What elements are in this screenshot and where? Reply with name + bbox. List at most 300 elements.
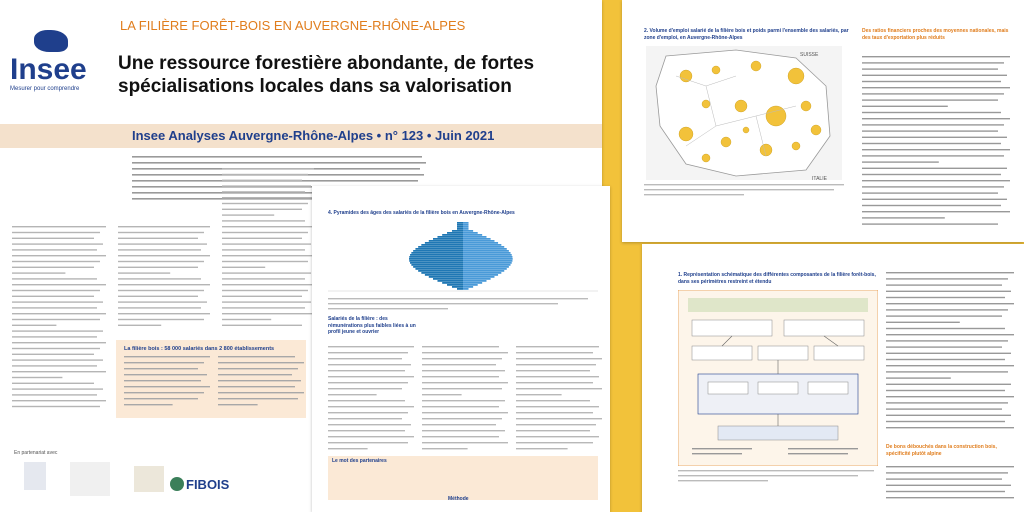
pyramid-bar <box>463 224 469 226</box>
text-line <box>886 390 1005 391</box>
text-line <box>886 346 1002 347</box>
map-label-italie: ITALIE <box>812 176 827 182</box>
text-line <box>862 143 1001 144</box>
text-line <box>222 174 308 175</box>
figure-1-title: 1. Représentation schématique des différentes composantes de la filière forêt-bois, dans ses périmètres restreint et étendu <box>678 272 876 285</box>
text-line <box>12 394 97 395</box>
text-line <box>218 362 304 363</box>
page-employment-map <box>622 0 1024 242</box>
text-line <box>124 380 201 381</box>
text-line <box>118 238 198 239</box>
pyramid-bar <box>425 274 463 276</box>
text-line <box>328 442 408 443</box>
pyramid-bar <box>409 256 463 258</box>
figure-2-title: 2. Volume d'emploi salarié de la filière bois et poids parmi l'ensemble des salariés, par zone d'emploi, en Auvergne-Rhône-Alpes <box>644 28 849 41</box>
text-line <box>222 191 305 192</box>
map-bubble <box>788 68 804 84</box>
text-line <box>328 346 414 347</box>
pyramid-bar <box>463 258 513 260</box>
pyramid-bar <box>457 226 463 228</box>
text-line <box>516 424 596 425</box>
text-line <box>862 106 948 107</box>
text-line <box>862 68 998 69</box>
text-line <box>886 353 1011 354</box>
pyramid-bar <box>463 276 494 278</box>
pyramid-bar <box>418 270 463 272</box>
partners-label: En partenariat avec <box>14 450 58 456</box>
figure-2-notes <box>644 184 854 200</box>
text-line <box>886 340 1008 341</box>
text-line <box>886 272 1014 273</box>
pyramid-bar <box>437 280 463 282</box>
pyramid-bar <box>463 232 478 234</box>
text-line <box>516 418 602 419</box>
pyramid-bar <box>463 272 501 274</box>
text-line <box>886 497 1014 498</box>
figure-4-title: 4. Pyramides des âges des salariés de la filière bois en Auvergne-Rhône-Alpes <box>328 210 515 216</box>
text-line <box>328 352 408 353</box>
text-line <box>862 149 1010 150</box>
text-line <box>222 168 314 169</box>
pyramid-bar <box>418 246 463 248</box>
text-line <box>12 249 97 250</box>
map-bubble <box>811 125 821 135</box>
text-line <box>422 406 499 407</box>
pyramid-bar <box>425 242 463 244</box>
text-line <box>422 442 508 443</box>
text-line <box>218 386 295 387</box>
text-line <box>222 209 302 210</box>
employment-map <box>646 46 842 180</box>
text-line <box>12 359 103 360</box>
map-bubble <box>801 101 811 111</box>
text-line <box>124 362 204 363</box>
text-line <box>422 370 505 371</box>
text-line <box>118 301 207 302</box>
text-line <box>12 406 100 407</box>
text-line <box>222 185 311 186</box>
text-line <box>886 309 1008 310</box>
map-bubble <box>751 61 761 71</box>
text-line <box>886 421 1005 422</box>
text-line <box>222 180 302 181</box>
text-line <box>516 412 593 413</box>
text-line <box>222 325 302 326</box>
text-line <box>118 307 201 308</box>
insee-logo <box>10 30 108 92</box>
partner-logo <box>134 466 164 492</box>
text-line <box>516 406 599 407</box>
text-line <box>118 325 161 326</box>
pyramid-bar <box>463 234 482 236</box>
text-line <box>222 307 305 308</box>
text-line <box>12 278 97 279</box>
map-bubble <box>702 154 710 162</box>
text-line <box>222 272 311 273</box>
text-line <box>12 383 94 384</box>
series-label: Insee Analyses Auvergne-Rhône-Alpes • n° 123 • Juin 2021 <box>132 128 495 143</box>
info-box-text <box>124 356 304 412</box>
text-line <box>328 424 411 425</box>
text-line <box>328 382 408 383</box>
page-3-text <box>862 56 1012 232</box>
text-line <box>862 137 1007 138</box>
pyramid-bar <box>409 258 463 260</box>
text-line <box>12 238 94 239</box>
text-line <box>12 354 94 355</box>
text-line <box>886 278 1008 279</box>
text-line <box>12 284 106 285</box>
text-line <box>422 364 496 365</box>
text-line <box>328 418 402 419</box>
pyramid-bar <box>421 244 463 246</box>
page-4-text-bottom <box>886 466 1016 506</box>
text-line <box>124 404 173 405</box>
report-title: Une ressource forestière abondante, de fortes spécialisations locales dans sa valorisation <box>118 53 535 97</box>
pyramid-bar <box>463 260 512 262</box>
text-line <box>124 356 210 357</box>
figure-4-notes <box>328 298 598 312</box>
age-pyramid-chart <box>328 220 598 294</box>
pyramid-bar <box>442 282 463 284</box>
map-bubble <box>679 127 693 141</box>
map-label-suisse: SUISSE <box>800 52 819 58</box>
text-line <box>862 124 1004 125</box>
text-line <box>862 99 998 100</box>
text-line <box>12 296 94 297</box>
text-line <box>422 448 468 449</box>
text-line <box>862 168 1007 169</box>
sector-schema-diagram <box>678 290 878 466</box>
text-line <box>222 249 305 250</box>
pyramid-bar <box>463 262 512 264</box>
text-line <box>886 491 1005 492</box>
france-map-icon <box>34 30 68 52</box>
text-line <box>124 392 204 393</box>
page-2-text-columns <box>328 346 608 454</box>
text-line <box>328 376 414 377</box>
pyramid-bar <box>411 252 463 254</box>
text-line <box>222 284 314 285</box>
text-line <box>12 307 97 308</box>
text-line <box>222 255 314 256</box>
text-line <box>124 368 198 369</box>
text-line <box>328 436 414 437</box>
pyramid-bar <box>447 284 463 286</box>
text-line <box>222 220 305 221</box>
pyramid-bar <box>463 230 473 232</box>
pyramid-bar <box>457 228 463 230</box>
pyramid-bar <box>463 264 511 266</box>
text-line <box>222 278 305 279</box>
text-line <box>12 400 106 401</box>
text-line <box>422 358 502 359</box>
text-line <box>118 284 210 285</box>
text-line <box>328 364 411 365</box>
column-1-text <box>12 226 108 416</box>
text-line <box>862 118 1010 119</box>
figure-1-notes <box>678 470 878 486</box>
text-line <box>328 448 368 449</box>
pyramid-bar <box>463 226 469 228</box>
text-line <box>516 382 593 383</box>
pyramid-bar <box>452 286 463 288</box>
text-line <box>516 442 593 443</box>
text-line <box>862 56 1010 57</box>
text-line <box>218 356 295 357</box>
text-line <box>328 388 402 389</box>
text-line <box>12 232 100 233</box>
text-line <box>222 261 308 262</box>
text-line <box>222 243 311 244</box>
text-line <box>862 130 998 131</box>
pyramid-bar <box>429 276 463 278</box>
pyramid-bar <box>463 238 491 240</box>
text-line <box>12 388 103 389</box>
text-line <box>886 291 1011 292</box>
text-line <box>12 290 100 291</box>
text-line <box>862 93 1004 94</box>
text-line <box>12 336 97 337</box>
text-line <box>222 203 308 204</box>
text-line <box>222 214 274 215</box>
pyramid-bar <box>463 252 511 254</box>
text-line <box>222 267 265 268</box>
text-line <box>886 415 1011 416</box>
text-line <box>886 359 1005 360</box>
text-line <box>862 87 1010 88</box>
text-line <box>422 400 505 401</box>
text-line <box>422 346 499 347</box>
pyramid-bar <box>410 262 463 264</box>
text-line <box>118 232 204 233</box>
text-line <box>218 398 298 399</box>
pyramid-bar <box>463 286 473 288</box>
text-line <box>118 290 204 291</box>
text-line <box>222 313 314 314</box>
text-line <box>886 384 1011 385</box>
pyramid-bar <box>463 246 504 248</box>
text-line <box>12 325 56 326</box>
text-line <box>12 371 106 372</box>
text-line <box>12 255 106 256</box>
pyramid-bar <box>447 232 463 234</box>
text-line <box>422 424 496 425</box>
text-line <box>12 267 94 268</box>
text-line <box>516 436 599 437</box>
pyramid-bar <box>437 236 463 238</box>
logo-text: Insee <box>10 53 87 86</box>
text-line <box>118 278 201 279</box>
text-line <box>218 380 301 381</box>
text-line <box>218 374 292 375</box>
map-bubble <box>760 144 772 156</box>
map-bubble <box>680 70 692 82</box>
text-line <box>422 376 499 377</box>
text-line <box>886 408 1002 409</box>
text-line <box>886 427 1014 428</box>
text-line <box>886 371 1008 372</box>
partners-box-title: Le mot des partenaires <box>332 458 387 464</box>
text-line <box>862 186 1004 187</box>
pyramid-bar <box>463 270 504 272</box>
text-line <box>516 364 596 365</box>
text-line <box>12 348 100 349</box>
text-line <box>118 249 201 250</box>
text-line <box>12 330 103 331</box>
text-line <box>862 199 1007 200</box>
text-line <box>222 319 271 320</box>
text-line <box>118 296 198 297</box>
pyramid-bar <box>463 280 486 282</box>
pyramid-bar <box>411 264 463 266</box>
text-line <box>12 272 65 273</box>
text-line <box>516 388 602 389</box>
pyramid-bar <box>421 272 463 274</box>
text-line <box>12 261 100 262</box>
text-line <box>516 346 599 347</box>
logo-tagline: Mesurer pour comprendre <box>10 86 80 92</box>
text-line <box>12 365 97 366</box>
text-line <box>862 205 1001 206</box>
pyramid-bar <box>463 274 498 276</box>
pyramid-bar <box>413 266 463 268</box>
text-line <box>862 62 1004 63</box>
text-line <box>422 412 508 413</box>
text-line <box>886 402 1008 403</box>
text-line <box>222 301 311 302</box>
map-bubble <box>702 100 710 108</box>
pyramid-bar <box>457 224 463 226</box>
text-line <box>886 485 1011 486</box>
text-line <box>118 226 210 227</box>
text-line <box>328 370 405 371</box>
text-line <box>12 319 100 320</box>
text-line <box>886 472 1008 473</box>
map-bubble <box>743 127 749 133</box>
pyramid-bar <box>463 228 469 230</box>
text-line <box>124 398 198 399</box>
text-line <box>328 394 377 395</box>
text-line <box>516 370 590 371</box>
text-line <box>886 322 960 323</box>
text-line <box>886 328 1005 329</box>
pyramid-bar <box>463 266 509 268</box>
text-line <box>862 174 1001 175</box>
region-logo <box>70 462 110 496</box>
page-4-text <box>886 272 1016 436</box>
map-bubble <box>721 137 731 147</box>
text-line <box>422 382 508 383</box>
pyramid-bar <box>463 236 486 238</box>
pyramid-bar <box>463 278 491 280</box>
text-line <box>516 376 599 377</box>
text-line <box>862 112 1001 113</box>
text-line <box>12 226 106 227</box>
text-line <box>886 377 951 378</box>
text-line <box>118 313 210 314</box>
side-title-ratios: Des ratios financiers proches des moyennes nationales, mais des taux d'exportation plus réduits <box>862 28 1009 41</box>
map-bubble <box>712 66 720 74</box>
fibois-label: FIBOIS <box>186 477 230 492</box>
pyramid-bar <box>429 240 463 242</box>
text-line <box>328 400 405 401</box>
text-line <box>886 396 1014 397</box>
side-title-construction: De bons débouchés dans la construction bois, spécificité plutôt alpine <box>886 444 997 457</box>
map-bubble <box>792 142 800 150</box>
pyramid-bar <box>463 268 507 270</box>
text-line <box>862 81 1001 82</box>
text-line <box>886 315 1002 316</box>
text-line <box>422 436 499 437</box>
text-line <box>516 448 568 449</box>
pyramid-bar <box>463 288 469 290</box>
section-title-salaries: Salariés de la filière : des rémunérations plus faibles liées à un profil jeune et ouvrier <box>328 316 416 335</box>
pyramid-bar <box>463 282 482 284</box>
text-line <box>422 430 505 431</box>
text-line <box>222 226 314 227</box>
text-line <box>218 368 298 369</box>
fibois-logo-icon <box>170 477 184 491</box>
text-line <box>328 406 414 407</box>
text-line <box>862 155 1004 156</box>
pyramid-bar <box>457 288 463 290</box>
text-line <box>886 365 1014 366</box>
text-line <box>516 352 593 353</box>
text-line <box>886 334 1014 335</box>
pyramid-bar <box>463 284 478 286</box>
pyramid-bar <box>463 248 507 250</box>
text-line <box>862 217 945 218</box>
info-box-title: La filière bois : 58 000 salariés dans 2 800 établissements <box>124 346 275 352</box>
text-line <box>886 297 1005 298</box>
text-line <box>222 290 308 291</box>
map-bubble <box>735 100 747 112</box>
text-line <box>886 303 1014 304</box>
pyramid-bar <box>415 268 463 270</box>
page-sector-diagram <box>642 244 1024 512</box>
text-line <box>118 255 210 256</box>
text-line <box>422 418 502 419</box>
pyramid-bar <box>452 230 463 232</box>
text-line <box>118 243 207 244</box>
text-line <box>222 232 308 233</box>
text-line <box>886 284 1002 285</box>
text-line <box>222 197 314 198</box>
text-line <box>12 342 106 343</box>
text-line <box>118 272 170 273</box>
text-line <box>328 430 405 431</box>
column-3-text <box>222 168 316 338</box>
text-line <box>516 430 590 431</box>
pyramid-bar <box>463 240 494 242</box>
text-line <box>222 296 302 297</box>
pyramid-bar <box>463 254 512 256</box>
pyramid-bar <box>415 248 463 250</box>
page-age-pyramid <box>312 186 610 512</box>
text-line <box>124 374 207 375</box>
text-line <box>218 392 304 393</box>
prefet-logo <box>24 462 46 490</box>
pyramid-bar <box>433 278 463 280</box>
text-line <box>862 211 1010 212</box>
method-title: Méthode <box>448 496 469 502</box>
text-line <box>118 319 204 320</box>
text-line <box>12 243 103 244</box>
text-line <box>862 223 998 224</box>
pyramid-bar <box>433 238 463 240</box>
pyramid-bar <box>442 234 463 236</box>
